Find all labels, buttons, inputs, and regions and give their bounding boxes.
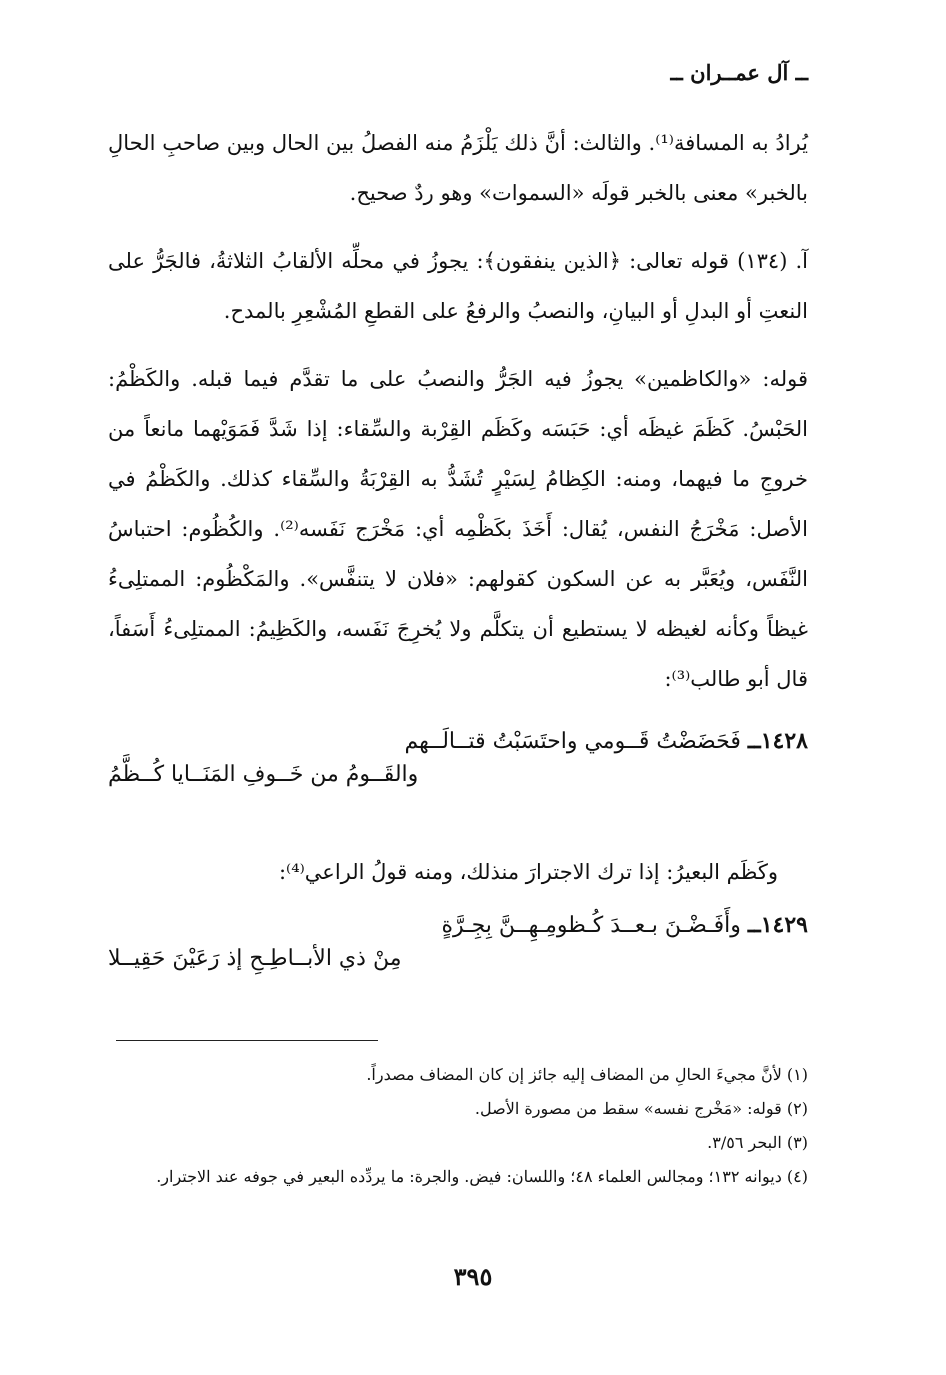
verse-second-hemistich: مِنْ ذي الأبــاطِـحِ إذ رَعَيْنَ حَقِيــلا <box>108 946 402 971</box>
paragraph-continuation: يُرادُ به المسافة⁽¹⁾. والثالث: أنَّ ذلك يَلْزَمُ منه الفصلُ بين الحال وبين صاحبِ الحالِ بالخبر» معنى بالخبر قولَه «السموات» وهو ردٌ صحيح. <box>108 131 808 205</box>
paragraph-gap <box>108 336 808 354</box>
poem-verse-1429 <box>108 912 808 971</box>
footnote-2: (٢) قوله: «مَخْرج نفسه» سقط من مصورة الأصل. <box>474 1099 808 1118</box>
verse-number: ١٤٢٨ــ <box>747 728 808 754</box>
footnote-3: (٣) البحر ٣/٥٦. <box>707 1133 808 1152</box>
footnote-4: (٤) ديوانه ١٣٢؛ ومجالس العلماء ٤٨؛ واللسان: فيض. والجرة: ما يردِّده البعير في جوفه عند الاجترار. <box>156 1167 808 1186</box>
main-text <box>108 118 808 704</box>
paragraph-verse-134: آ. (١٣٤) قوله تعالى: ﴿الذين ينفقون﴾: يجوزُ في محلِّه الألقابُ الثلاثةُ، فالجَرُّ على النعتِ أو البدلِ أو البيانِ، والنصبُ والرفعُ على القطعِ المُشْعِرِ بالمدح. <box>108 249 808 323</box>
poem-verse-1428 <box>108 728 808 787</box>
verse-number: ١٤٢٩ــ <box>747 912 808 938</box>
paragraph-kazimin: قوله: «والكاظمين» يجوزُ فيه الجَرُّ والنصبُ على ما تقدَّم فيما قبله. والكَظْمُ: الحَبْسُ. كَظَمَ غيظَه أي: حَبَسَه وكَظَم القِرْبة والسِّقاء: إذا شَدَّ فَمَوَيْهما مانعاً من خروجِ ما فيهما، ومنه: الكِظامُ لِسَيْرٍ تُشَدُّ به القِرْبَةُ والسِّقاء كذلك. والكَظْمُ في الأصل: مَخْرَجُ النفس، يُقال: أَخَذَ بكَظْمِه أي: مَخْرَج نَفَسه⁽²⁾. والكُظُوم: احتباسُ النَّفَس، ويُعَبَّر به عن السكون كقولهم: «فلان لا يتنفَّس». والمَكْظُوم: الممتلِىءُ غيظاً وكأنه لغيظه لا يستطيع أن يتكلَّم ولا يُخرِجَ نَفَسه، والكَظِيمُ: الممتلِىءُ أَسَفاً، قال أبو طالب⁽³⁾: <box>108 367 808 691</box>
middle-paragraph: وكَظَم البعيرُ: إذا ترك الاجترارَ منذلك، ومنه قولُ الراعي⁽⁴⁾: <box>278 860 778 884</box>
running-title: ــ آل عمــران ــ <box>670 60 808 85</box>
verse-text: فَحَضَضْتُ قَــومي واحتَسَبْتُ قتــالَــهم <box>404 729 741 754</box>
footnote-divider <box>116 1040 378 1041</box>
verse-second-hemistich: والقَــومُ من خَــوفِ المَنَــايا كُــظَّمُ <box>108 762 419 787</box>
paragraph-gap <box>108 218 808 236</box>
verse-first-hemistich <box>108 728 808 754</box>
page-number: ٣٩٥ <box>453 1262 493 1291</box>
footnote-1: (١) لأنَّ مجيءَ الحالِ من المضاف إليه جائز إن كان المضاف مصدراً. <box>366 1065 808 1084</box>
verse-first-hemistich <box>108 912 808 938</box>
verse-text: وأَفَـضْـنَ بـعــدَ كُـظومِـهِــنَّ بِجِـرَّةٍ <box>441 913 741 938</box>
footnotes <box>108 1058 808 1194</box>
